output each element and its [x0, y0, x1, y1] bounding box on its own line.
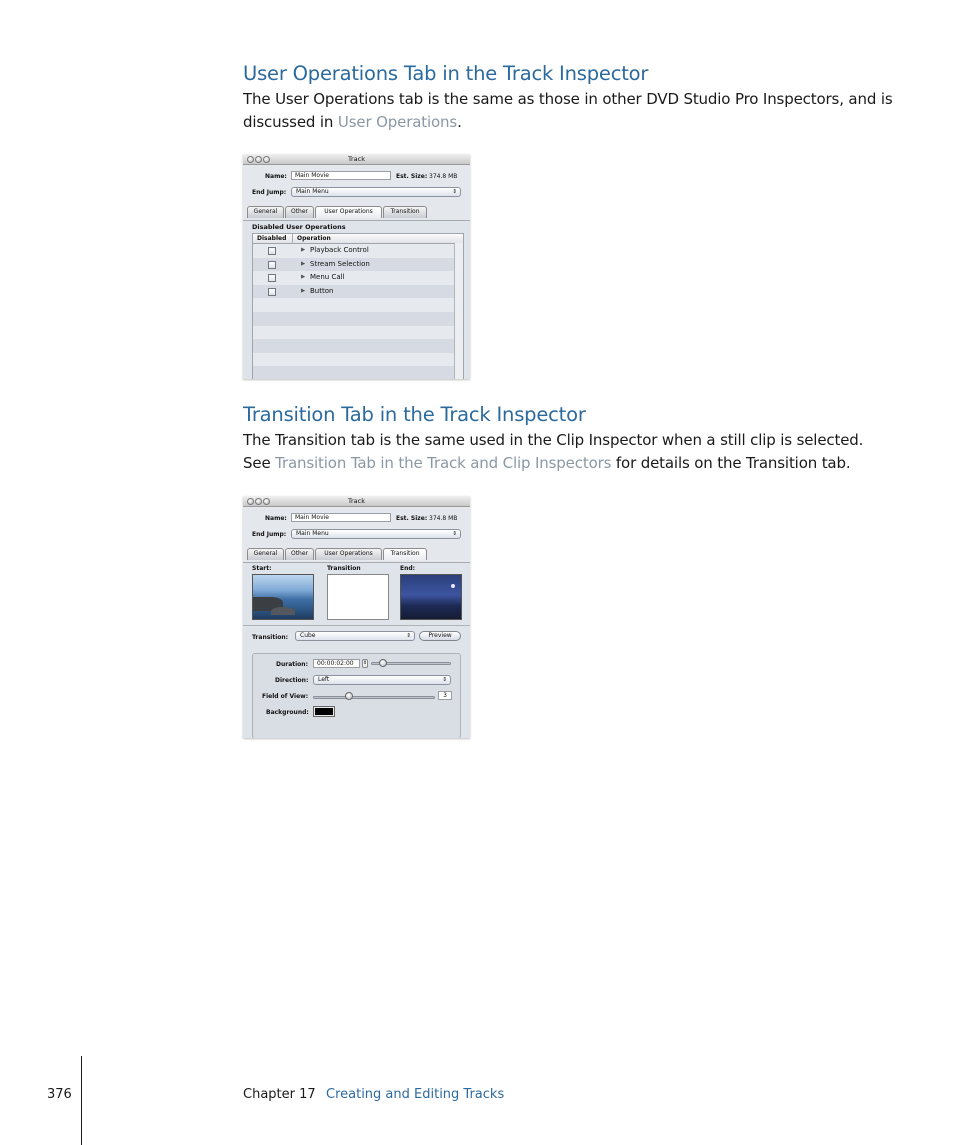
est-size-label: Est. Size: [396, 173, 428, 180]
name-label: Name: [265, 173, 287, 180]
disclosure-triangle-icon[interactable]: ▶ [301, 287, 306, 294]
empty-row [253, 339, 463, 353]
duration-stepper[interactable]: ⇕ [363, 660, 368, 666]
popup-arrows-icon: ⇕ [452, 531, 457, 537]
empty-row [253, 312, 463, 326]
divider [243, 625, 470, 626]
table-header [253, 234, 463, 244]
track-inspector-transition [243, 496, 470, 738]
empty-row [253, 353, 463, 367]
tab-user-operations[interactable]: User Operations [315, 206, 382, 218]
operation-name: Playback Control [310, 246, 369, 254]
page-number: 376 [47, 1087, 72, 1102]
field-of-view-value[interactable]: 3 [438, 691, 452, 700]
preview-label: Preview [428, 632, 452, 639]
field-of-view-slider-knob[interactable] [345, 692, 353, 700]
empty-row [253, 298, 463, 312]
xref-link-user-operations[interactable]: User Operations [337, 113, 458, 131]
duration-slider-knob[interactable] [379, 659, 387, 667]
window-titlebar [243, 496, 470, 507]
direction-value: Left [318, 676, 330, 683]
operation-name: Stream Selection [310, 259, 370, 268]
track-inspector-user-operations [243, 154, 470, 379]
transition-preview-label: Transition [327, 565, 361, 572]
paragraph-text: The User Operations tab is the same as those in other DVD Studio Pro Inspectors, and is discussed in [243, 90, 893, 131]
table-row[interactable] [253, 285, 463, 299]
tab-other[interactable]: Other [285, 206, 314, 218]
duration-field[interactable]: 00:00:02:00 [313, 659, 360, 668]
section-heading-user-operations: User Operations Tab in the Track Inspector [243, 62, 649, 85]
duration-label: Duration: [276, 661, 308, 668]
direction-popup[interactable] [313, 675, 451, 685]
section-paragraph-user-operations [243, 88, 893, 134]
field-of-view-slider[interactable] [313, 696, 435, 699]
section-paragraph-transition [243, 429, 893, 475]
start-label: Start: [252, 565, 272, 572]
user-operations-table [252, 233, 464, 379]
preview-button[interactable] [419, 631, 461, 641]
tab-transition[interactable]: Transition [383, 548, 427, 560]
paragraph-text: The Transition tab is the same used in the Clip Inspector when a still clip is selected. See [243, 431, 864, 472]
chapter-title-link[interactable]: Creating and Editing Tracks [326, 1087, 505, 1102]
transition-type-popup[interactable] [295, 631, 415, 641]
section-heading-transition: Transition Tab in the Track Inspector [243, 403, 586, 426]
disclosure-triangle-icon[interactable]: ▶ [301, 274, 306, 281]
tab-general[interactable]: General [247, 548, 284, 560]
disclosure-triangle-icon[interactable]: ▶ [301, 247, 306, 253]
est-size-value: 374.8 MB [429, 173, 458, 180]
tab-transition[interactable]: Transition [383, 206, 427, 218]
disclosure-triangle-icon[interactable]: ▶ [301, 260, 306, 267]
disabled-checkbox[interactable] [268, 288, 276, 296]
vertical-scrollbar[interactable] [454, 243, 463, 379]
end-jump-label: End Jump: [252, 531, 287, 538]
background-color-well[interactable] [313, 706, 335, 717]
est-size-value: 374.8 MB [429, 515, 458, 522]
disabled-user-operations-label: Disabled User Operations [252, 223, 346, 231]
transition-label: Transition: [252, 634, 289, 641]
operation-name: Menu Call [310, 273, 345, 282]
window-title: Track [347, 155, 365, 163]
end-jump-value: Main Menu [296, 188, 329, 195]
end-thumbnail[interactable] [400, 574, 462, 620]
window-title: Track [347, 497, 365, 505]
empty-row [253, 326, 463, 340]
column-header-disabled[interactable]: Disabled [257, 235, 287, 242]
est-size-label: Est. Size: [396, 515, 428, 522]
direction-label: Direction: [275, 677, 309, 684]
background-color-swatch [315, 708, 333, 715]
tab-other[interactable]: Other [285, 548, 314, 560]
transition-settings-group [252, 653, 461, 738]
end-jump-label: End Jump: [252, 189, 287, 196]
popup-arrows-icon: ⇕ [442, 677, 447, 683]
tab-general[interactable]: General [247, 206, 284, 218]
chapter-label: Chapter 17 [243, 1087, 316, 1102]
footer-divider [81, 1056, 82, 1145]
rock-shape [271, 607, 295, 615]
name-field[interactable]: Main Movie [291, 171, 391, 180]
popup-arrows-icon: ⇕ [452, 189, 457, 195]
operation-name: Button [310, 286, 334, 295]
end-label: End: [400, 565, 416, 572]
column-header-operation[interactable]: Operation [297, 235, 331, 242]
transition-type-value: Cube [300, 632, 316, 639]
end-jump-popup[interactable] [291, 187, 461, 197]
paragraph-end: for details on the Transition tab. [611, 454, 851, 472]
end-jump-value: Main Menu [296, 530, 329, 537]
start-thumbnail[interactable] [252, 574, 314, 620]
paragraph-end: . [457, 113, 462, 131]
window-titlebar [243, 154, 470, 165]
table-body [253, 244, 463, 379]
popup-arrows-icon: ⇕ [406, 633, 411, 639]
disabled-checkbox[interactable] [268, 274, 276, 282]
empty-row [253, 366, 463, 379]
moon-shape [451, 584, 455, 588]
table-row[interactable] [253, 271, 463, 285]
disabled-checkbox[interactable] [268, 247, 276, 255]
background-label: Background: [266, 709, 309, 716]
xref-link-transition-tab[interactable]: Transition Tab in the Track and Clip Inspectors [275, 454, 612, 472]
inspector-top-area [243, 507, 470, 563]
table-row[interactable] [253, 258, 463, 272]
transition-thumbnail [327, 574, 389, 620]
tab-user-operations[interactable]: User Operations [315, 548, 382, 560]
name-label: Name: [265, 515, 287, 522]
end-jump-popup[interactable] [291, 529, 461, 539]
inspector-top-area [243, 165, 470, 221]
name-field[interactable]: Main Movie [291, 513, 391, 522]
field-of-view-label: Field of View: [262, 693, 309, 700]
disabled-checkbox[interactable] [268, 261, 276, 269]
table-row[interactable] [253, 244, 463, 258]
